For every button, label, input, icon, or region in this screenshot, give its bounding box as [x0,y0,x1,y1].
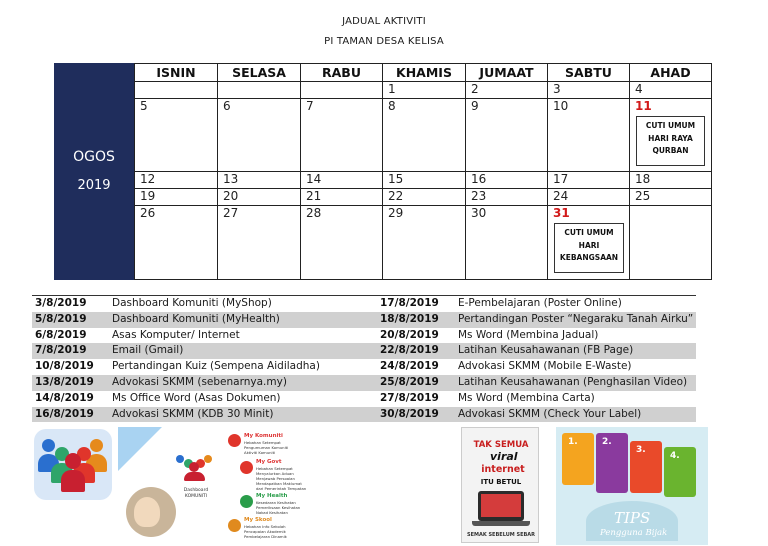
tips-step: 1. [568,437,578,447]
activity-name: Email (Gmail) [112,344,184,357]
calendar-day-cell [466,189,548,206]
calendar-day-number: 22 [388,189,404,203]
calendar-day-cell [218,206,301,279]
calendar-day-number: 28 [306,206,322,220]
activity-row [32,343,696,359]
activity-name: Pertandingan Kuiz (Sempena Aidiladha) [112,360,320,373]
holiday-note [636,116,705,166]
weekday-header: AHAD [630,64,711,82]
activity-date: 30/8/2019 [380,407,439,420]
poster-section-line: Hebahan Info Sekolah [244,524,286,529]
tips-step: 4. [670,451,680,461]
activity-date: 10/8/2019 [35,360,94,373]
viral-poster-line3: internet [481,464,525,475]
tips-title: TIPS [614,509,651,527]
activity-name: Advokasi SKMM (sebenarnya.my) [112,376,287,388]
calendar-day-cell [218,82,301,99]
calendar-day-number: 15 [388,172,404,186]
activity-name: Latihan Keusahawanan (FB Page) [458,344,634,357]
activity-row [32,407,696,423]
activity-name: Advokasi SKMM (Mobile E-Waste) [458,360,632,373]
calendar-day-number: 3 [553,82,561,96]
poster-section-line: Pencapaian Akademik [244,529,286,534]
calendar-day-cell [548,82,630,99]
activity-row [32,375,696,391]
calendar-day-cell [135,82,218,99]
activity-name: Advokasi SKMM (KDB 30 Minit) [112,407,274,420]
poster-section-line: Pembelajaran Dinamik [244,534,287,539]
poster-section-line: Kesedaran Kesihatan [256,500,296,505]
activity-date: 13/8/2019 [35,376,94,388]
calendar-day-number: 1 [388,82,396,96]
poster-section-line: Menjawab Persoalan [256,476,295,481]
poster-section-heading: My Health [256,493,288,499]
activity-date: 3/8/2019 [35,297,87,309]
calendar-day-number: 11 [635,99,652,113]
calendar-day-number: 5 [140,99,148,113]
dashboard-poster-caption: Dashboard KOMUNITI [183,488,209,499]
calendar-day-cell [135,172,218,189]
weekday-header: KHAMIS [383,64,466,82]
calendar-day-cell [218,99,301,172]
activity-name: Ms Word (Membina Carta) [458,391,595,404]
holiday-note-line: CUTI UMUM [564,228,614,237]
poster-section-line: Mendapatkan Maklumat [256,481,302,486]
activity-name: Dashboard Komuniti (MyShop) [112,297,272,309]
calendar-day-number: 25 [635,189,651,203]
calendar-day-cell [301,206,383,279]
calendar-day-number: 24 [553,189,569,203]
activity-date: 25/8/2019 [380,376,439,388]
calendar-day-number: 23 [471,189,487,203]
holiday-note-line: HARI [578,240,600,250]
month-year: 2019 [77,178,111,193]
tips-step: 2. [602,437,612,447]
calendar-day-cell [383,82,466,99]
activity-name: E-Pembelajaran (Poster Online) [458,297,622,309]
calendar-day-cell [135,99,218,172]
calendar-day-cell [548,99,630,172]
holiday-note [554,223,624,273]
calendar-day-cell [135,189,218,206]
calendar-day-number: 9 [471,99,479,113]
activity-name: Latihan Keusahawanan (Penghasilan Video) [458,376,688,388]
tips-subtitle: Pengguna Bijak [600,528,668,538]
weekday-header: JUMAAT [466,64,548,82]
calendar-day-cell [135,206,218,279]
tips-pengguna-bijak-poster [556,427,708,545]
calendar-grid [134,63,712,280]
weekday-header: ISNIN [135,64,218,82]
calendar-day-cell [466,82,548,99]
calendar-day-number: 26 [140,206,156,220]
poster-section-line: Hebahan Setempat [244,440,281,445]
calendar-day-number: 2 [471,82,479,96]
calendar-day-cell [301,82,383,99]
calendar-day-number: 31 [553,206,570,220]
viral-poster-line4: ITU BETUL [480,478,522,486]
calendar-day-number: 20 [223,189,239,203]
viral-poster-line2: viral [490,450,518,463]
calendar-day-cell [466,206,548,279]
calendar-day-number: 4 [635,82,643,96]
activity-name: Ms Office Word (Asas Dokumen) [112,391,281,404]
calendar-day-cell [383,99,466,172]
holiday-note-line: KEBANGSAAN [559,253,619,262]
calendar-day-cell [466,99,548,172]
calendar-day-number: 7 [306,99,314,113]
month-panel [54,63,134,280]
document-subtitle: PI TAMAN DESA KELISA [324,36,444,47]
activity-date: 5/8/2019 [35,312,87,325]
calendar-day-cell [301,189,383,206]
poster-section-heading: My Komuniti [244,433,283,439]
calendar-day-number: 19 [140,189,156,203]
activity-date: 7/8/2019 [35,344,87,357]
month-name: OGOS [73,149,115,165]
calendar-day-number: 13 [223,172,239,186]
calendar-day-cell [548,206,630,279]
calendar-day-number: 16 [471,172,487,186]
poster-section-heading: My Skool [244,517,272,523]
calendar [54,63,712,280]
activity-row [32,296,696,312]
activity-row [32,391,696,407]
weekday-header: RABU [301,64,383,82]
poster-section-line: Menyalurkan Aduan [256,471,294,476]
poster-section-line: dari Pemerintah Tempatan [256,486,307,491]
poster-section-line: Aktiviti Komuniti [244,450,276,455]
activity-name: Dashboard Komuniti (MyHealth) [112,312,280,325]
activity-date: 27/8/2019 [380,391,439,404]
weekday-header: SELASA [218,64,301,82]
calendar-day-number: 10 [553,99,569,113]
calendar-day-number: 8 [388,99,396,113]
viral-poster-footer: SEMAK SEBELUM SEBAR [466,532,536,538]
calendar-day-cell [548,189,630,206]
dashboard-komuniti-poster [118,427,326,542]
poster-section-line: Hebahan Setempat [256,466,293,471]
activity-row [32,359,696,375]
activity-name: Asas Komputer/ Internet [112,328,240,341]
calendar-day-cell [301,99,383,172]
holiday-note-line: CUTI UMUM [645,121,696,130]
calendar-day-cell [630,206,711,279]
poster-section-line: Pemeriksaan Kesihatan [256,505,301,510]
activity-name: Pertandingan Poster “Negaraku Tanah Airku” [458,312,694,325]
calendar-day-number: 17 [553,172,569,186]
calendar-day-number: 21 [306,189,322,203]
calendar-day-number: 14 [306,172,322,186]
calendar-day-cell [630,82,711,99]
holiday-note-line: QURBAN [652,146,689,155]
weekday-header: SABTU [548,64,630,82]
activity-date: 24/8/2019 [380,360,439,373]
viral-poster-line1: TAK SEMUA [473,440,529,450]
activity-row [32,312,696,328]
calendar-day-cell [630,189,711,206]
calendar-day-cell [218,189,301,206]
poster-section-line: Pengumuman Komuniti [244,445,289,450]
activity-date: 22/8/2019 [380,344,439,357]
poster-section-line: Nakad Kesihatan [256,510,288,515]
activity-date: 14/8/2019 [35,391,94,404]
activity-date: 16/8/2019 [35,407,94,420]
activity-date: 18/8/2019 [380,312,439,325]
calendar-day-number: 12 [140,172,156,186]
calendar-day-cell [630,172,711,189]
calendar-day-number: 29 [388,206,404,220]
viral-internet-poster [461,427,539,543]
calendar-day-cell [218,172,301,189]
calendar-day-number: 30 [471,206,487,220]
activity-name: Ms Word (Membina Jadual) [458,328,599,341]
calendar-day-number: 18 [635,172,651,186]
calendar-day-cell [548,172,630,189]
calendar-day-cell [383,172,466,189]
activity-date: 17/8/2019 [380,297,439,309]
activity-name: Advokasi SKMM (Check Your Label) [458,407,642,420]
holiday-note-line: HARI RAYA [648,133,693,143]
calendar-day-cell [383,206,466,279]
activity-date: 20/8/2019 [380,328,439,341]
calendar-day-number: 27 [223,206,239,220]
tips-step: 3. [636,445,646,455]
calendar-day-cell [383,189,466,206]
activity-date: 6/8/2019 [35,328,87,341]
calendar-day-cell [630,99,711,172]
activity-row [32,328,696,344]
document-title: JADUAL AKTIVITI [342,16,426,27]
calendar-day-cell [466,172,548,189]
poster-section-heading: My Govt [256,459,282,465]
calendar-day-number: 6 [223,99,231,113]
calendar-day-cell [301,172,383,189]
activity-list [32,295,696,422]
dashboard-logo-image [32,427,115,502]
